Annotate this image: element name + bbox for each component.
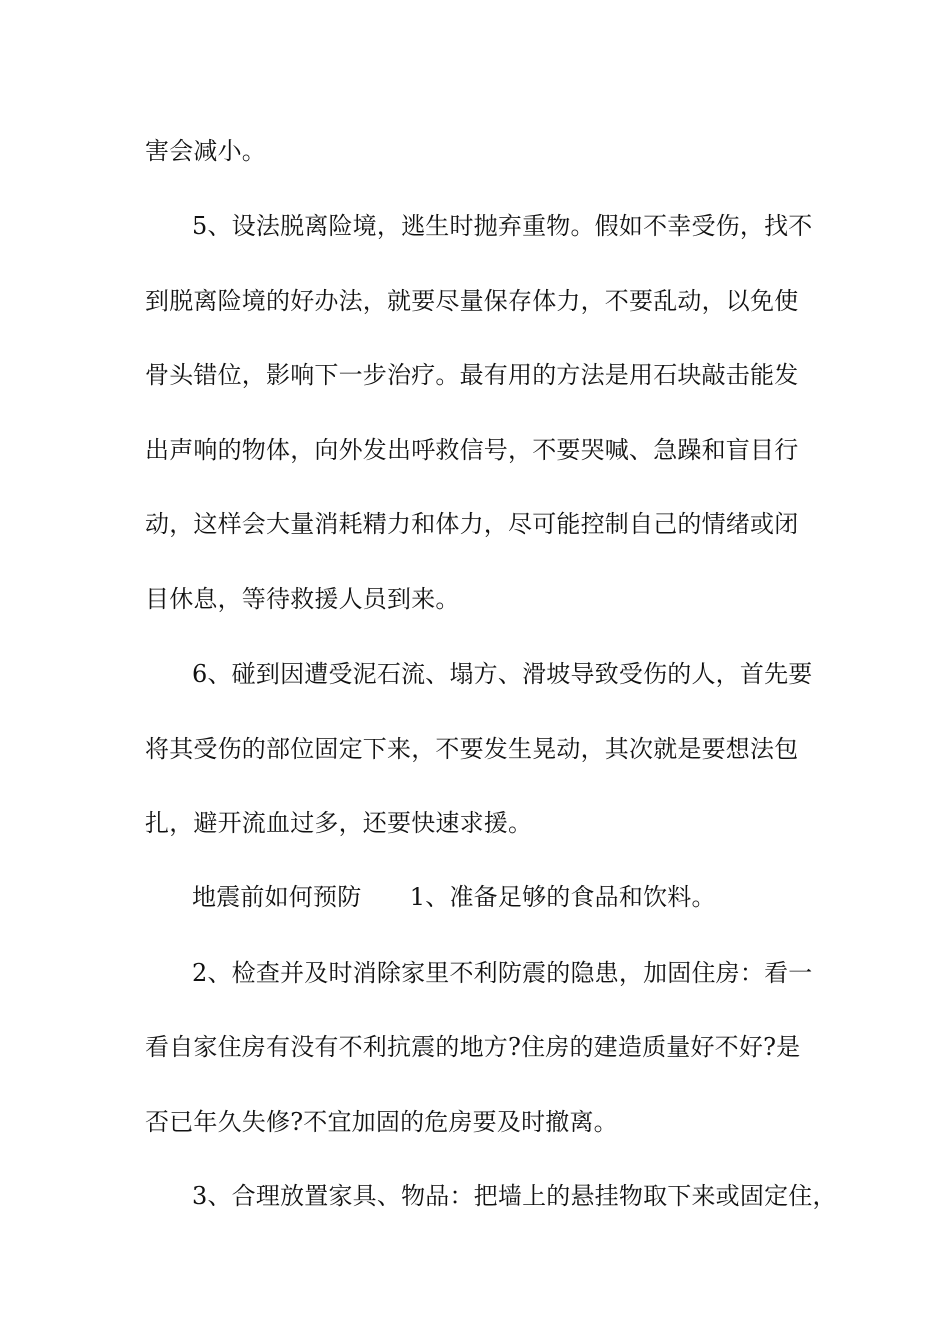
text-line: 扎，避开流血过多，还要快速求援。 xyxy=(145,809,533,837)
text-line: 看自家住房有没有不利抗震的地方?住房的建造质量好不好?是 xyxy=(145,1033,801,1061)
text-line: 动，这样会大量消耗精力和体力，尽可能控制自己的情绪或闭 xyxy=(145,510,799,538)
section-heading-earthquake-prevention: 地震前如何预防 1、准备足够的食品和饮料。 xyxy=(192,883,716,911)
text-line: 出声响的物体，向外发出呼救信号，不要哭喊、急躁和盲目行 xyxy=(145,436,799,464)
text-line: 害会减小。 xyxy=(145,137,266,165)
text-line: 将其受伤的部位固定下来，不要发生晃动，其次就是要想法包 xyxy=(145,735,799,763)
text-line: 骨头错位，影响下一步治疗。最有用的方法是用石块敲击能发 xyxy=(145,361,799,389)
text-line: 否已年久失修?不宜加固的危房要及时撤离。 xyxy=(145,1108,618,1136)
paragraph-3-start: 3、合理放置家具、物品：把墙上的悬挂物取下来或固定住， xyxy=(192,1182,837,1210)
text-line: 目休息，等待救援人员到来。 xyxy=(145,585,460,613)
paragraph-5-start: 5、设法脱离险境，逃生时抛弃重物。假如不幸受伤，找不 xyxy=(192,212,813,240)
paragraph-2-start: 2、检查并及时消除家里不利防震的隐患，加固住房：看一 xyxy=(192,959,813,987)
text-line: 到脱离险境的好办法，就要尽量保存体力，不要乱动，以免使 xyxy=(145,287,799,315)
paragraph-6-start: 6、碰到因遭受泥石流、塌方、滑坡导致受伤的人，首先要 xyxy=(192,660,813,688)
